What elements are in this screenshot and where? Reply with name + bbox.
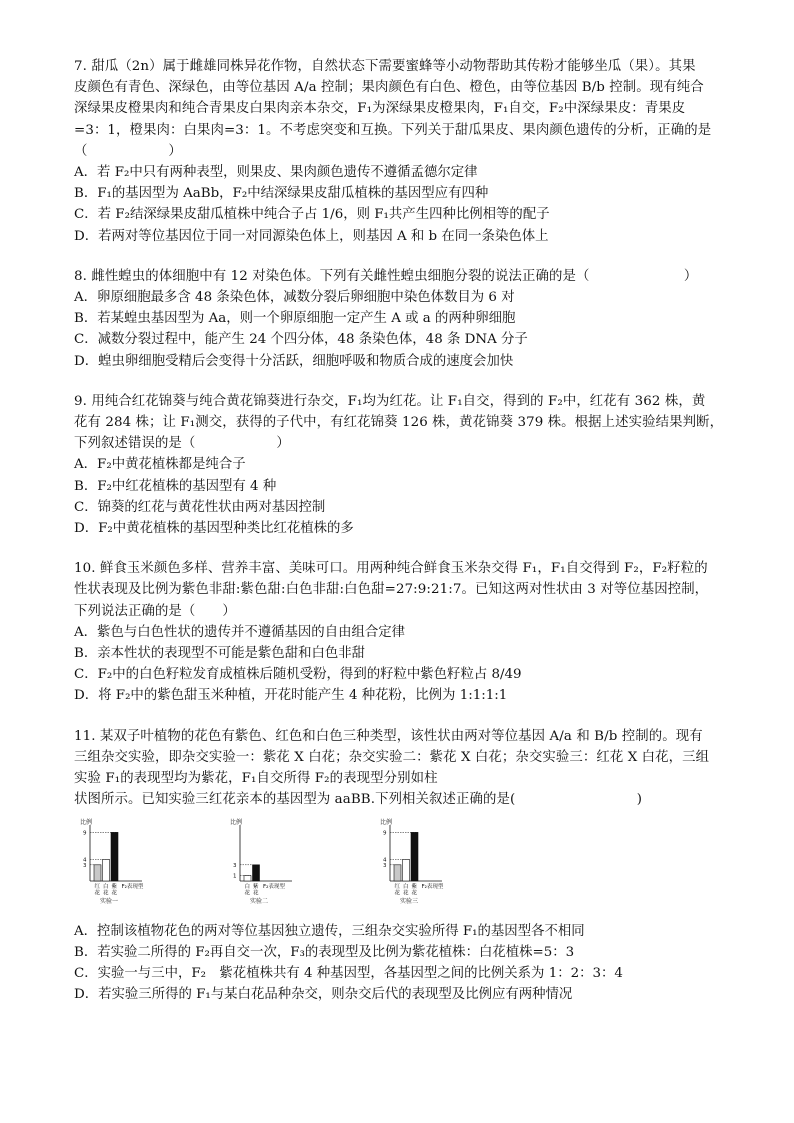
- bar-chart-group: [78, 817, 734, 915]
- bar: [94, 864, 101, 880]
- question-7: [74, 56, 734, 247]
- question-stem-line: 三组杂交实验，即杂交实验一：紫花 X 白花；杂交实验二：紫花 X 白花；杂交实验三：红花 X 白花，三组: [74, 749, 710, 765]
- y-tick-label: 9: [383, 829, 387, 836]
- bar: [411, 832, 418, 881]
- question-stem-line: 7. 甜瓜（2n）属于雌雄同株异花作物，自然状态下需要蜜蜂等小动物帮助其传粉才能够坐瓜（果）。其果: [74, 59, 696, 74]
- question-11: [74, 726, 734, 1006]
- question-stem-line: 8. 雌性蝗虫的体细胞中有 12 对染色体。下列有关雌性蝗虫细胞分裂的说法正确的是（ ）: [74, 268, 698, 284]
- x-tick-label: 花: [94, 890, 101, 896]
- option-b: B．F₂中红花植株的基因型有 4 种: [74, 478, 277, 494]
- question-stem-line: 状图所示。已知实验三红花亲本的基因型为 aaBB.下列相关叙述正确的是( ): [74, 792, 643, 808]
- option-b: B．亲本性状的表现型不可能是紫色甜和白色非甜: [74, 646, 366, 662]
- x-tick-label: 花: [111, 890, 118, 896]
- question-stem-line: 下列叙述错误的是（ ）: [74, 436, 290, 452]
- y-axis-label: 比例: [380, 818, 393, 826]
- bar-chart-experiment-1: [78, 817, 186, 915]
- question-10: [74, 558, 734, 706]
- option-d: D．若实验三所得的 F₁与某白花品种杂交，则杂交后代的表现型及比例应有两种情况: [74, 987, 573, 1003]
- y-tick-label: 4: [83, 856, 87, 863]
- question-stem-line: 性状表现及比例为紫色非甜:紫色甜:白色非甜:白色甜=27:9:21:7。已知这两对性状由 3 对等位基因控制，: [74, 582, 709, 598]
- bar-chart-experiment-2: [228, 817, 336, 915]
- x-tick-label: 红: [394, 883, 401, 890]
- option-b: B．若实验二所得的 F₂再自交一次，F₃的表现型及比例为紫花植株：白花植株=5：3: [74, 944, 575, 960]
- bar: [253, 864, 260, 880]
- question-stem-line: 皮颜色有青色、深绿色，由等位基因 A/a 控制；果肉颜色有白色、橙色，由等位基因 B/b 控制。现有纯合: [74, 80, 704, 96]
- question-9: [74, 391, 734, 539]
- option-c: C．减数分裂过程中，能产生 24 个四分体，48 条染色体，48 条 DNA 分子: [74, 332, 528, 348]
- bar: [244, 875, 251, 880]
- x-tick-label: 花: [244, 890, 251, 896]
- option-a: A．F₂中黄花植株都是纯合子: [74, 457, 246, 473]
- option-d: D．蝗虫卵细胞受精后会变得十分活跃，细胞呼吸和物质合成的速度会加快: [74, 353, 514, 369]
- question-8: [74, 266, 734, 372]
- y-tick-label: 3: [83, 862, 87, 869]
- x-tick-label: 花: [103, 890, 109, 896]
- y-tick-label: 3: [233, 862, 237, 869]
- x-tick-label: 花: [394, 890, 401, 896]
- x-tick-label: 花: [253, 890, 259, 896]
- x-tick-label: 白: [244, 883, 251, 890]
- option-a: A．若 F₂中只有两种表型，则果皮、果肉颜色遗传不遵循孟德尔定律: [74, 165, 478, 181]
- bar: [111, 832, 118, 881]
- question-stem-line: 实验 F₁的表现型均为紫花，F₁自交所得 F₂的表现型分别如柱: [74, 771, 438, 787]
- y-tick-label: 4: [383, 856, 387, 863]
- chart-title: 实验三: [400, 897, 419, 905]
- bar: [394, 864, 401, 880]
- option-c: C．锦葵的红花与黄花性状由两对基因控制: [74, 499, 326, 515]
- y-axis-label: 比例: [80, 818, 93, 826]
- option-c: C．实验一与三中，F₂ 紫花植株共有 4 种基因型，各基因型之间的比例关系为 1：2：3：4: [74, 965, 623, 981]
- bar: [103, 859, 110, 881]
- x-tick-label: 紫: [411, 883, 418, 890]
- question-stem-line: =3：1，橙果肉：白果肉=3：1。不考虑突变和互换。下列关于甜瓜果皮、果肉颜色遗传的分析，正确的是: [74, 122, 712, 138]
- option-a: A．控制该植物花色的两对等位基因独立遗传，三组杂交实验所得 F₁的基因型各不相同: [74, 923, 585, 939]
- question-stem-line: 9. 用纯合红花锦葵与纯合黄花锦葵进行杂交，F₁均为红花。让 F₁自交，得到的 F₂中，红花有 362 株，黄: [74, 393, 706, 409]
- bar: [403, 859, 410, 881]
- chart-svg: [78, 817, 186, 915]
- option-a: A．紫色与白色性状的遗传并不遵循基因的自由组合定律: [74, 624, 406, 640]
- x-axis-label: F₂表现型: [121, 883, 144, 890]
- question-stem-line: 11. 某双子叶植物的花色有紫色、红色和白色三种类型，该性状由两对等位基因 A/a 和 B/b 控制的。现有: [74, 728, 703, 744]
- question-stem-line: 下列说法正确的是（ ）: [74, 603, 236, 619]
- y-axis-label: 比例: [230, 818, 243, 826]
- x-tick-label: 花: [411, 890, 418, 896]
- option-a: A．卵原细胞最多含 48 条染色体，减数分裂后卵细胞中染色体数目为 6 对: [74, 290, 515, 306]
- x-tick-label: 红: [94, 883, 101, 890]
- option-d: D．F₂中黄花植株的基因型种类比红花植株的多: [74, 521, 354, 537]
- question-stem-line: 深绿果皮橙果肉和纯合青果皮白果肉亲本杂交，F₁为深绿果皮橙果肉，F₁自交，F₂中深绿果皮：青果皮: [74, 101, 686, 117]
- y-tick-label: 3: [383, 862, 387, 869]
- chart-title: 实验二: [250, 897, 269, 905]
- x-tick-label: 紫: [253, 883, 259, 890]
- option-c: C．F₂中的白色籽粒发育成植株后随机受粉，得到的籽粒中紫色籽粒占 8/49: [74, 667, 522, 683]
- x-axis-label: F₂表现型: [263, 883, 285, 890]
- question-stem-line: （ ）: [74, 143, 182, 159]
- chart-svg: [378, 817, 486, 915]
- option-b: B．若某蝗虫基因型为 Aa，则一个卵原细胞一定产生 A 或 a 的两种卵细胞: [74, 311, 516, 327]
- chart-title: 实验一: [100, 897, 119, 905]
- x-tick-label: 白: [403, 883, 409, 890]
- y-tick-label: 1: [233, 873, 237, 880]
- question-stem-line: 10. 鲜食玉米颜色多样、营养丰富、美味可口。用两种纯合鲜食玉米杂交得 F₁，F₁自交得到 F₂，F₂籽粒的: [74, 561, 708, 577]
- option-d: D．若两对等位基因位于同一对同源染色体上，则基因 A 和 b 在同一条染色体上: [74, 228, 549, 244]
- exam-page: [74, 56, 734, 1024]
- question-stem-line: 花有 284 株；让 F₁测交，获得的子代中，有红花锦葵 126 株，黄花锦葵 379 株。根据上述实验结果判断，: [74, 415, 724, 431]
- x-tick-label: 紫: [111, 883, 118, 890]
- option-d: D．将 F₂中的紫色甜玉米种植，开花时能产生 4 种花粉，比例为 1:1:1:1: [74, 688, 508, 704]
- x-tick-label: 白: [103, 883, 109, 890]
- bar-chart-experiment-3: [378, 817, 486, 915]
- option-c: C．若 F₂结深绿果皮甜瓜植株中纯合子占 1/6，则 F₁共产生四种比例相等的配子: [74, 207, 550, 223]
- x-axis-label: F₂表现型: [421, 883, 444, 890]
- option-b: B．F₁的基因型为 AaBb，F₂中结深绿果皮甜瓜植株的基因型应有四种: [74, 186, 489, 202]
- x-tick-label: 花: [403, 890, 409, 896]
- chart-svg: [228, 817, 336, 915]
- y-tick-label: 9: [83, 829, 87, 836]
